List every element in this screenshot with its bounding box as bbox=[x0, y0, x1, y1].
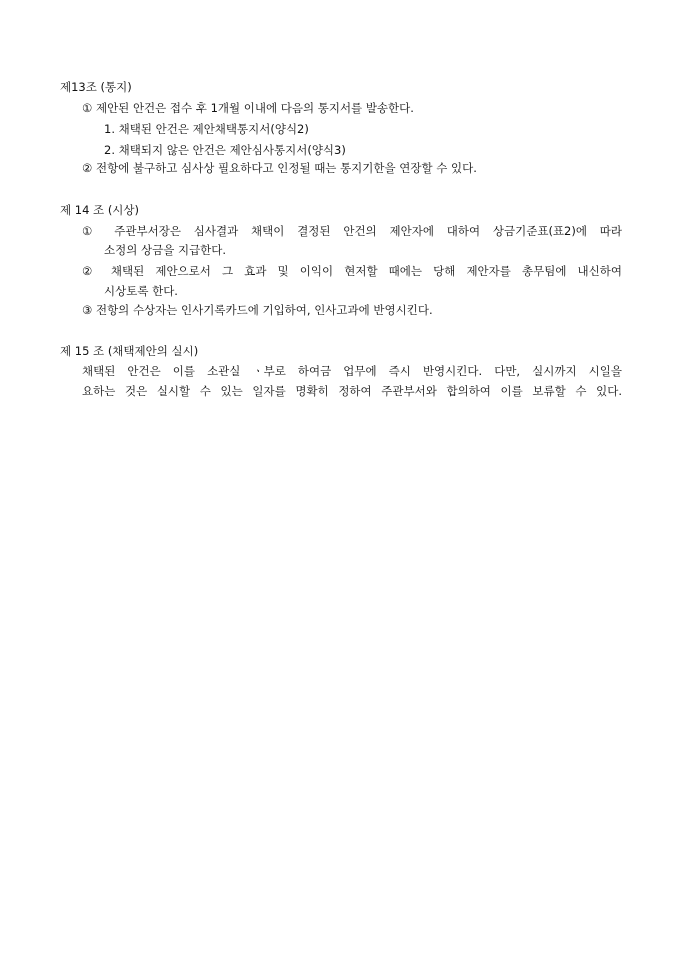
article-14-item-1-line-2: 소정의 상금을 지급한다. bbox=[104, 243, 227, 257]
article-15-body-line-2: 요하는 것은 실시할 수 있는 일자를 명확히 정하여 주관부서와 합의하여 이를 보류할 수 있다. bbox=[82, 384, 622, 398]
article-15-heading: 제 15 조 (채택제안의 실시) bbox=[60, 344, 199, 358]
article-13-sub-item-2: 2. 채택되지 않은 안건은 제안심사통지서(양식3) bbox=[104, 143, 346, 157]
article-13-item-2: ② 전항에 불구하고 심사상 필요하다고 인정될 때는 통지기한을 연장할 수 있다. bbox=[82, 161, 477, 175]
article-13-item-1: ① 제안된 안건은 접수 후 1개월 이내에 다음의 통지서를 발송한다. bbox=[82, 101, 414, 115]
article-13-sub-item-1: 1. 채택된 안건은 제안채택통지서(양식2) bbox=[104, 122, 309, 136]
article-14-item-2-line-2: 시상토록 한다. bbox=[104, 284, 178, 298]
article-14-heading: 제 14 조 (시상) bbox=[60, 203, 140, 217]
article-14-item-2-line-1: ② 채택된 제안으로서 그 효과 및 이익이 현저할 때에는 당해 제안자를 총무팀에 내신하여 bbox=[82, 264, 622, 278]
article-14-item-3: ③ 전항의 수상자는 인사기록카드에 기입하여, 인사고과에 반영시킨다. bbox=[82, 303, 433, 317]
article-14-item-1-line-1: ① 주관부서장은 심사결과 채택이 결정된 안건의 제안자에 대하여 상금기준표(표2)에 따라 bbox=[82, 224, 622, 238]
article-13-heading: 제13조 (통지) bbox=[60, 80, 132, 94]
article-15-body-line-1: 채택된 안건은 이를 소관실 ㆍ부로 하여금 업무에 즉시 반영시킨다. 다만, 실시까지 시일을 bbox=[82, 364, 622, 378]
